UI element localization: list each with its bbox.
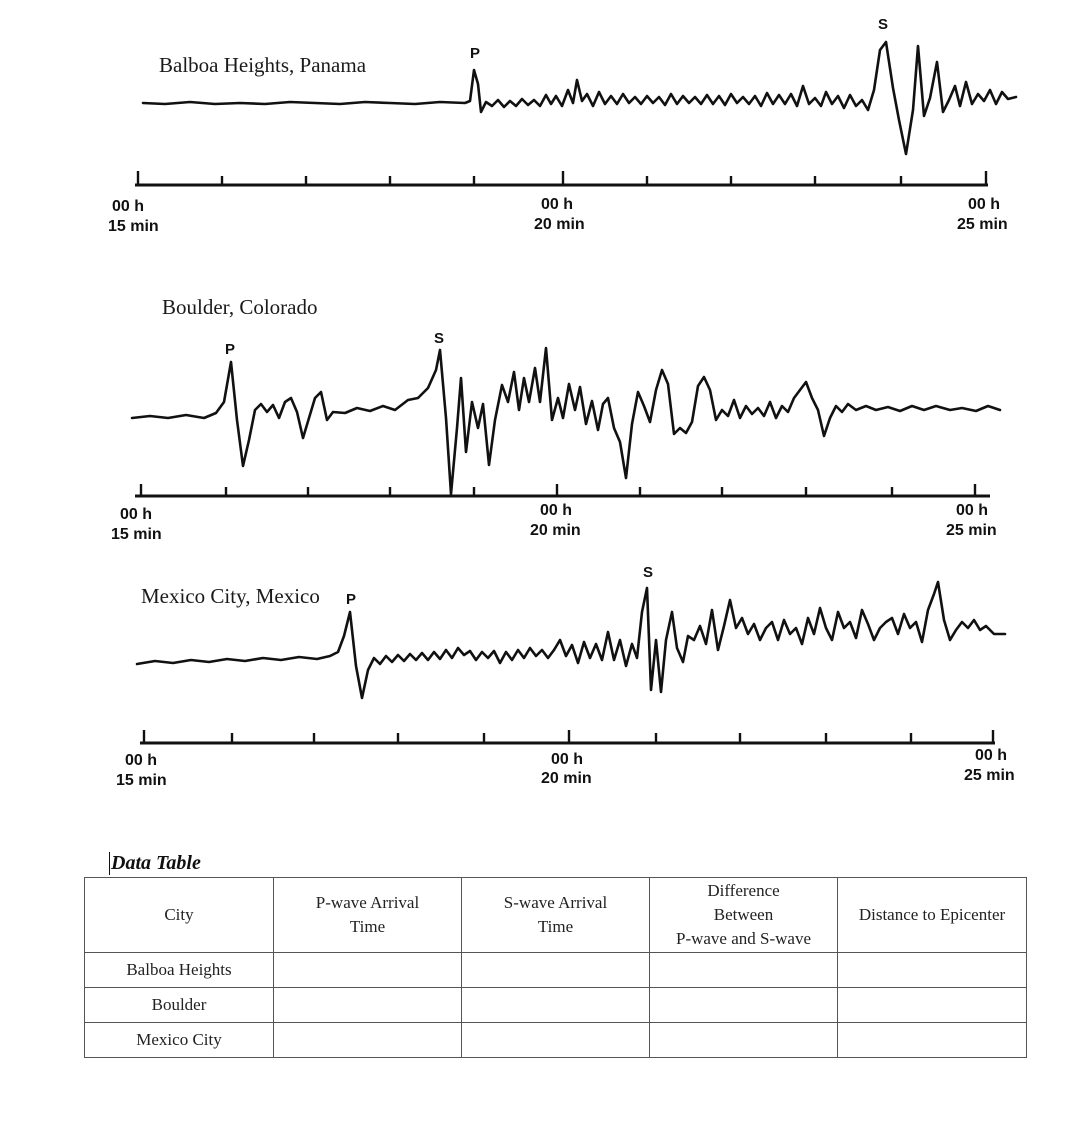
header-p-arrival-text: P-wave Arrival Time [315, 893, 420, 936]
data-table [84, 877, 1027, 1058]
s-wave-marker-mexico: S [643, 564, 654, 581]
time-label-start-hour-boulder: 00 h [120, 506, 153, 523]
cell-p-arrival[interactable] [274, 1023, 462, 1058]
data-table-title: Data Table [111, 852, 201, 874]
header-difference-line1: Difference [707, 881, 780, 900]
header-distance: Distance to Epicenter [838, 878, 1027, 953]
cell-s-arrival[interactable] [462, 988, 650, 1023]
time-ticks-mexico [144, 730, 993, 743]
seismogram-boulder [111, 295, 1000, 543]
p-wave-marker-mexico: P [346, 591, 357, 608]
cell-p-arrival[interactable] [274, 988, 462, 1023]
time-label-mid-hour-balboa: 00 h [541, 196, 574, 213]
time-label-start-hour-mexico: 00 h [125, 752, 158, 769]
s-wave-marker-balboa: S [878, 16, 889, 33]
time-ticks-balboa [138, 171, 986, 185]
table-row [85, 1023, 1027, 1058]
table-row [85, 988, 1027, 1023]
time-label-end-min-balboa: 25 min [957, 216, 1008, 233]
header-s-arrival-text: S-wave Arrival Time [503, 893, 608, 936]
cell-difference[interactable] [650, 953, 838, 988]
header-difference-line3: P-wave and S-wave [675, 929, 811, 948]
station-label-boulder: Boulder, Colorado [162, 295, 318, 319]
station-label-mexico-city: Mexico City, Mexico [141, 584, 320, 608]
cell-s-arrival[interactable] [462, 953, 650, 988]
header-s-arrival [462, 878, 650, 953]
time-label-mid-min-boulder: 20 min [530, 522, 581, 539]
station-label-balboa-heights: Balboa Heights, Panama [159, 53, 367, 77]
cell-city: Balboa Heights [85, 953, 274, 988]
time-label-mid-min-balboa: 20 min [534, 216, 585, 233]
time-label-start-min-boulder: 15 min [111, 526, 162, 543]
time-label-end-min-boulder: 25 min [946, 522, 997, 539]
header-difference [650, 878, 838, 953]
seismogram-mexico-city [116, 564, 1015, 789]
cell-p-arrival[interactable] [274, 953, 462, 988]
time-label-mid-hour-boulder: 00 h [540, 502, 573, 519]
table-row [85, 953, 1027, 988]
time-label-mid-hour-mexico: 00 h [551, 751, 584, 768]
header-city: City [85, 878, 274, 953]
header-difference-line2: Between [713, 905, 774, 924]
p-wave-marker-balboa: P [470, 45, 481, 62]
cell-distance[interactable] [838, 1023, 1027, 1058]
table-header-row [85, 878, 1027, 953]
time-label-end-hour-balboa: 00 h [968, 196, 1001, 213]
cell-s-arrival[interactable] [462, 1023, 650, 1058]
cell-difference[interactable] [650, 988, 838, 1023]
p-wave-marker-boulder: P [225, 341, 236, 358]
time-label-mid-min-mexico: 20 min [541, 770, 592, 787]
seismogram-trace-boulder [132, 348, 1000, 494]
time-label-end-hour-boulder: 00 h [956, 502, 989, 519]
time-label-end-hour-mexico: 00 h [975, 747, 1008, 764]
time-label-end-min-mexico: 25 min [964, 767, 1015, 784]
cell-city: Mexico City [85, 1023, 274, 1058]
seismogram-balboa-heights [108, 16, 1016, 235]
time-ticks-boulder [141, 484, 975, 496]
s-wave-marker-boulder: S [434, 330, 445, 347]
header-p-arrival [274, 878, 462, 953]
cell-distance[interactable] [838, 953, 1027, 988]
time-label-start-min-balboa: 15 min [108, 218, 159, 235]
cell-difference[interactable] [650, 1023, 838, 1058]
cell-city: Boulder [85, 988, 274, 1023]
time-label-start-hour-balboa: 00 h [112, 198, 145, 215]
time-label-start-min-mexico: 15 min [116, 772, 167, 789]
cell-distance[interactable] [838, 988, 1027, 1023]
